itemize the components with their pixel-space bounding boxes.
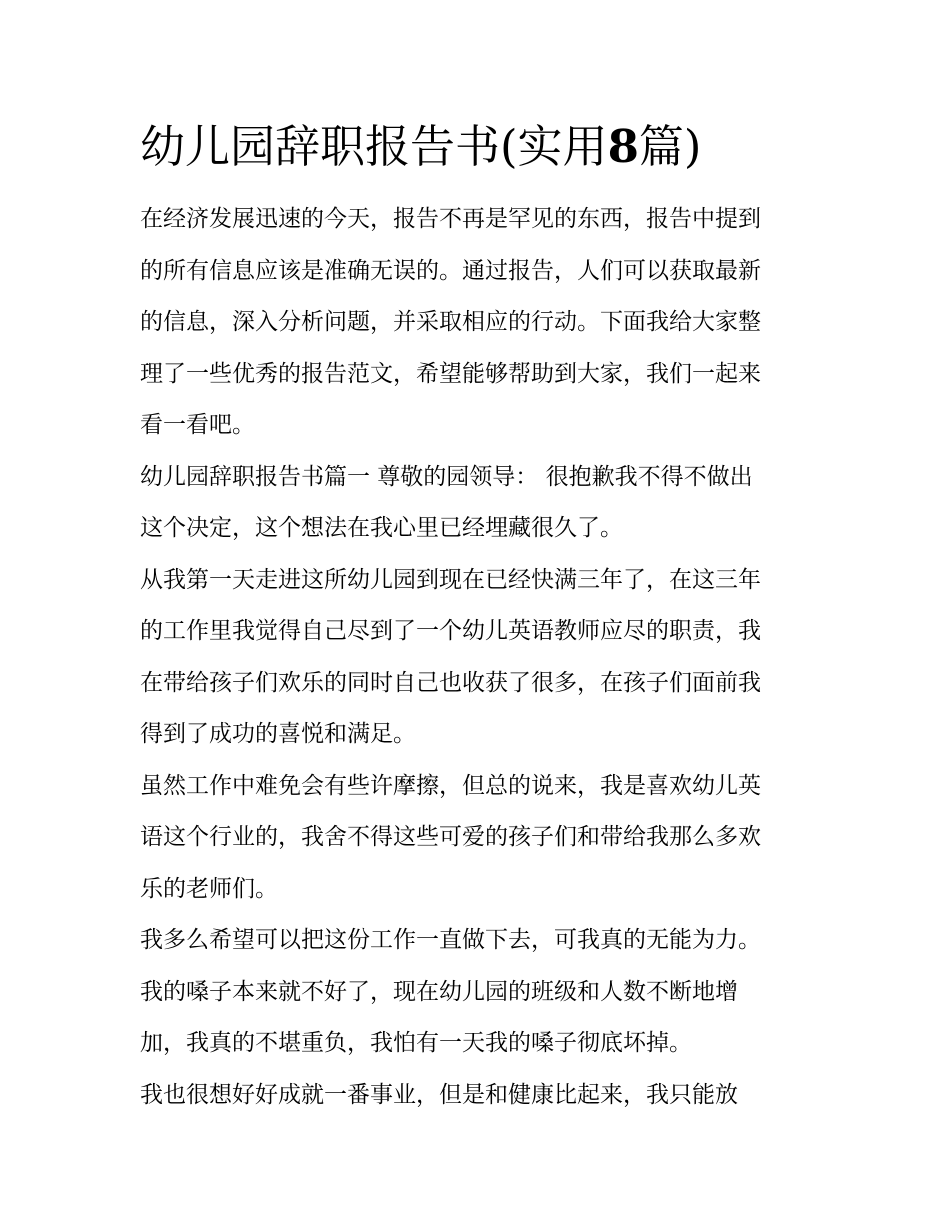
text-line: 幼儿园辞职报告书篇一 尊敬的园领导： 很抱歉我不得不做出 <box>140 463 753 490</box>
document-title <box>140 114 840 180</box>
text-line: 我多么希望可以把这份工作一直做下去，可我真的无能为力。 <box>140 927 761 953</box>
paragraph-friction <box>140 761 820 916</box>
text-line: 从我第一天走进这所幼儿园到现在已经快满三年了，在这三年 <box>140 566 761 593</box>
paragraph-career <box>140 1070 820 1122</box>
paragraph-voice <box>140 915 820 1070</box>
title-prefix: 幼儿园辞职报告书(实用 <box>140 120 608 173</box>
text-line: 得到了成功的喜悦和满足。 <box>140 721 416 747</box>
text-line: 的工作里我觉得自己尽到了一个幼儿英语教师应尽的职责，我 <box>140 618 761 644</box>
text-line: 的信息，深入分析问题，并采取相应的行动。下面我给大家整 <box>140 309 761 335</box>
title-suffix: 篇) <box>638 120 702 173</box>
text-line: 我的嗓子本来就不好了，现在幼儿园的班级和人数不断地增 <box>140 978 738 1005</box>
text-line: 的所有信息应该是准确无误的。通过报告，人们可以获取最新 <box>140 257 761 284</box>
text-line: 乐的老师们。 <box>140 875 278 902</box>
paragraph-salutation <box>140 452 820 555</box>
title-number: 8 <box>607 120 639 173</box>
text-line: 在带给孩子们欢乐的同时自己也收获了很多，在孩子们面前我 <box>140 669 761 696</box>
paragraph-intro <box>140 194 820 452</box>
text-line: 虽然工作中难免会有些许摩擦，但总的说来，我是喜欢幼儿英 <box>140 772 761 799</box>
paragraph-three-years <box>140 555 820 761</box>
text-line: 理了一些优秀的报告范文，希望能够帮助到大家，我们一起来 <box>140 360 761 387</box>
text-line: 在经济发展迅速的今天，报告不再是罕见的东西，报告中提到 <box>140 206 761 232</box>
text-line: 看一看吧。 <box>140 412 255 438</box>
text-line: 我也很想好好成就一番事业，但是和健康比起来，我只能放 <box>140 1081 738 1108</box>
text-line: 加，我真的不堪重负，我怕有一天我的嗓子彻底坏掉。 <box>140 1030 692 1056</box>
document-body <box>140 194 820 1121</box>
text-line: 语这个行业的，我舍不得这些可爱的孩子们和带给我那么多欢 <box>140 824 761 850</box>
text-line: 这个决定，这个想法在我心里已经埋藏很久了。 <box>140 515 623 541</box>
